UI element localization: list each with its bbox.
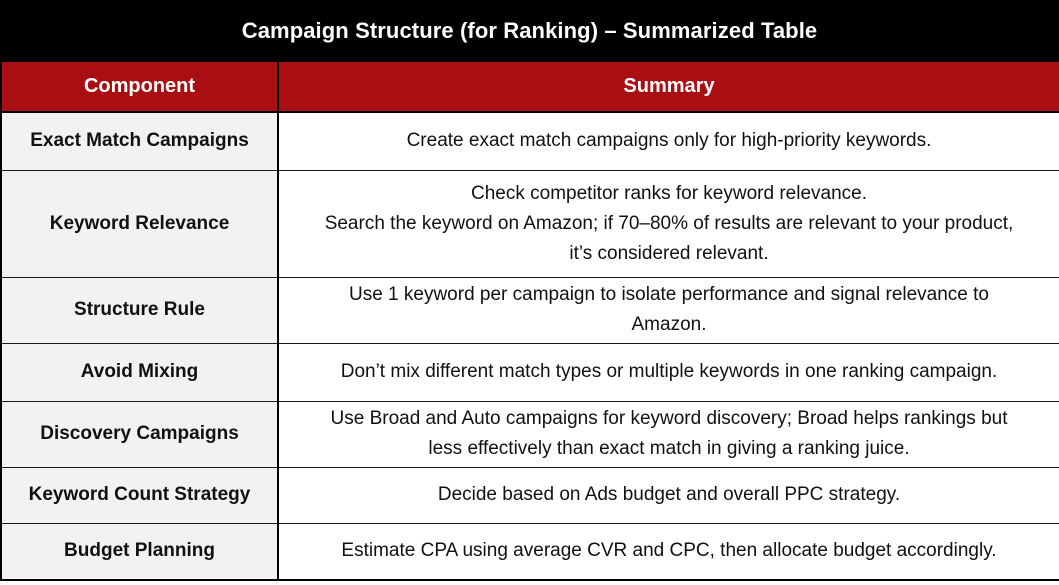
table-row bbox=[1, 467, 1059, 523]
component-cell: Keyword Relevance bbox=[1, 170, 278, 277]
component-cell: Budget Planning bbox=[1, 523, 278, 580]
summary-line: Don’t mix different match types or multiple keywords in one ranking campaign. bbox=[340, 361, 998, 382]
table-row bbox=[1, 523, 1059, 580]
summary-line: Use 1 keyword per campaign to isolate performance and signal relevance to bbox=[348, 284, 990, 305]
summary-cell bbox=[278, 401, 1059, 467]
summary-line: Use Broad and Auto campaigns for keyword discovery; Broad helps rankings but bbox=[330, 408, 1008, 429]
table-row bbox=[1, 112, 1059, 170]
table-row bbox=[1, 401, 1059, 467]
summary-line: Decide based on Ads budget and overall PPC strategy. bbox=[437, 484, 901, 505]
summary-line: Search the keyword on Amazon; if 70–80% of results are relevant to your product, bbox=[324, 212, 1014, 234]
table-body bbox=[1, 112, 1059, 580]
table-row bbox=[1, 170, 1059, 277]
summary-line: Estimate CPA using average CVR and CPC, then allocate budget accordingly. bbox=[341, 540, 997, 562]
summary-line: less effectively than exact match in giving a ranking juice. bbox=[428, 438, 910, 459]
component-cell: Keyword Count Strategy bbox=[1, 467, 278, 523]
summary-cell bbox=[278, 277, 1059, 343]
column-header-summary: Summary bbox=[278, 62, 1059, 112]
summary-cell bbox=[278, 343, 1059, 401]
component-cell: Discovery Campaigns bbox=[1, 401, 278, 467]
summary-cell bbox=[278, 523, 1059, 580]
campaign-structure-table bbox=[0, 62, 1059, 581]
summary-line: Amazon. bbox=[631, 314, 707, 335]
summary-cell bbox=[278, 467, 1059, 523]
component-cell: Exact Match Campaigns bbox=[1, 112, 278, 170]
column-header-component: Component bbox=[1, 62, 278, 112]
component-cell: Structure Rule bbox=[1, 277, 278, 343]
summary-line: Create exact match campaigns only for high-priority keywords. bbox=[406, 130, 932, 152]
summary-line: Check competitor ranks for keyword relevance. bbox=[471, 182, 867, 204]
summary-cell bbox=[278, 112, 1059, 170]
summary-cell bbox=[278, 170, 1059, 277]
table-row bbox=[1, 277, 1059, 343]
table-row bbox=[1, 343, 1059, 401]
summary-line: it’s considered relevant. bbox=[569, 242, 769, 264]
table-title: Campaign Structure (for Ranking) – Summarized Table bbox=[0, 0, 1059, 62]
component-cell: Avoid Mixing bbox=[1, 343, 278, 401]
table-header-row bbox=[1, 62, 1059, 112]
